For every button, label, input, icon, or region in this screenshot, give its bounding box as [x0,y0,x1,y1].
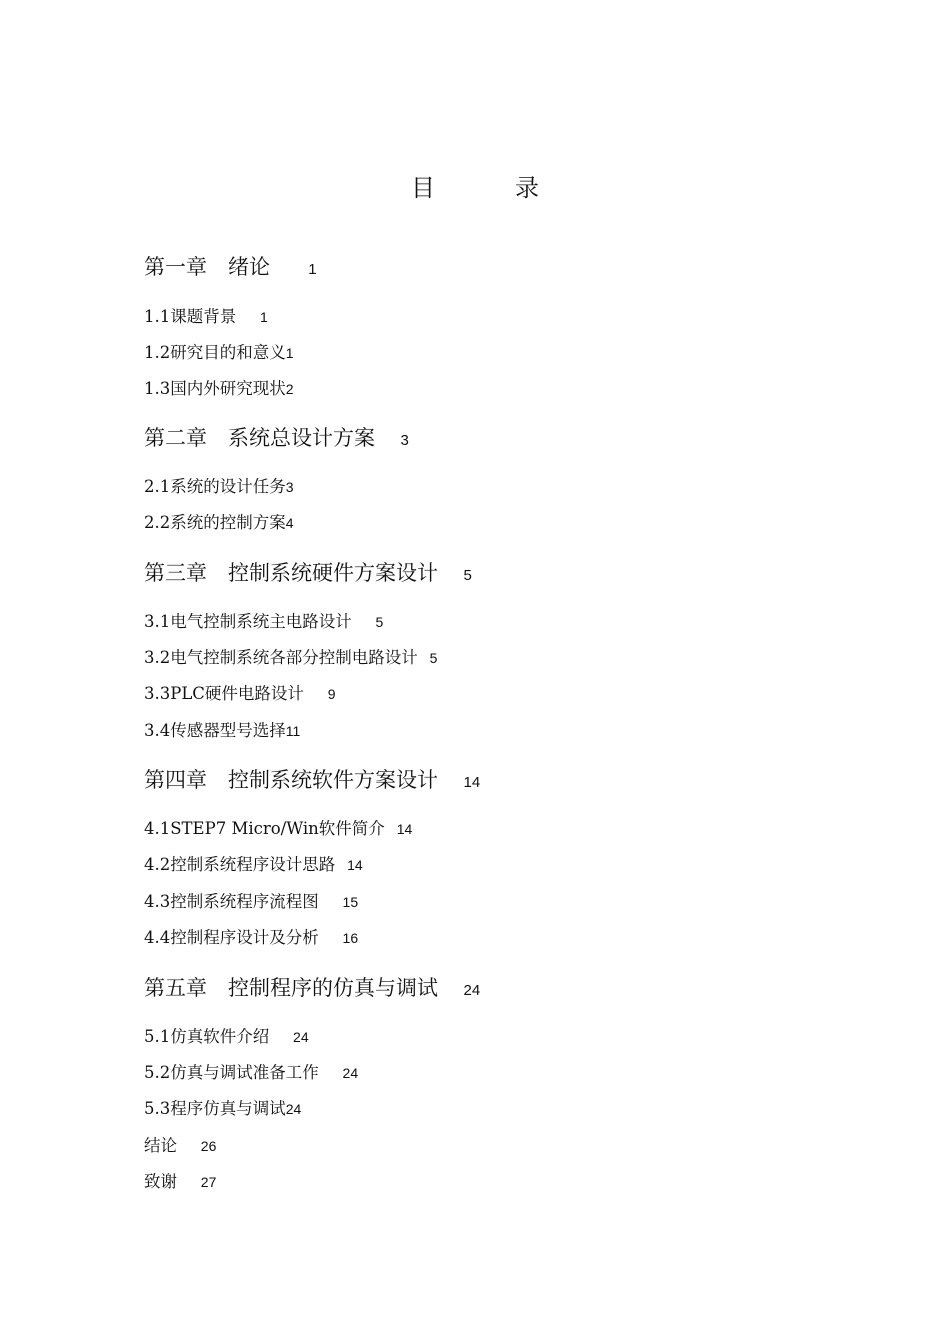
toc-entry-label: 第四章 控制系统软件方案设计 [144,768,438,792]
toc-entry-page-number: 14 [347,857,363,873]
toc-entry-label: 1.3国内外研究现状 [144,379,286,398]
toc-section-entry[interactable] [144,817,412,841]
toc-entry-label: 5.1仿真软件介绍 [144,1027,270,1046]
toc-entry-label: 4.3控制系统程序流程图 [144,892,319,911]
toc-entry-page-number: 5 [375,614,384,630]
toc-entry-page-number: 27 [200,1174,217,1190]
toc-entry-label: 5.2仿真与调试准备工作 [144,1063,319,1082]
toc-entry-page-number: 1 [285,345,294,361]
toc-entry-page-number: 4 [285,515,294,531]
toc-section-entry[interactable] [144,305,268,329]
toc-entry-label: 第二章 系统总设计方案 [144,426,375,450]
toc-entry-page-number: 15 [342,894,359,910]
toc-section-entry[interactable] [144,890,358,914]
toc-chapter-entry[interactable] [144,973,480,1006]
toc-entry-page-number: 14 [463,774,481,791]
toc-section-entry[interactable] [144,475,294,499]
toc-entry-label: 第五章 控制程序的仿真与调试 [144,976,438,1000]
toc-section-entry[interactable] [144,1061,358,1085]
toc-entry-label: 第三章 控制系统硬件方案设计 [144,561,438,585]
toc-entry-page-number: 3 [285,479,294,495]
toc-entry-label: 3.4传感器型号选择 [144,721,286,740]
toc-entry-label: 4.4控制程序设计及分析 [144,928,319,947]
toc-entry-label: 1.2研究目的和意义 [144,343,286,362]
toc-entry-label: 2.1系统的设计任务 [144,477,286,496]
toc-chapter-entry[interactable] [144,765,480,798]
toc-entry-page-number: 1 [260,309,268,325]
toc-entry-page-number: 5 [429,650,438,666]
toc-entry-page-number: 9 [327,686,336,702]
toc-entry-page-number: 24 [463,982,481,999]
toc-entry-page-number: 26 [200,1138,217,1154]
toc-entry-page-number: 2 [285,381,294,397]
toc-section-entry[interactable] [144,853,363,877]
toc-entry-label: 1.1课题背景 [144,307,237,326]
toc-section-entry[interactable] [144,341,294,365]
toc-entry-page-number: 24 [342,1065,359,1081]
toc-section-entry[interactable] [144,1025,309,1049]
toc-chapter-entry[interactable] [144,423,409,456]
toc-section-entry[interactable] [144,610,383,634]
toc-entry-label: 3.3PLC硬件电路设计 [144,684,304,703]
toc-chapter-entry[interactable] [144,558,472,591]
toc-section-entry[interactable] [144,719,300,743]
toc-entry-page-number: 3 [400,432,409,449]
toc-entry-page-number: 1 [308,261,317,278]
toc-entry-page-number: 11 [285,723,301,739]
toc-section-entry[interactable] [144,1097,301,1121]
toc-section-entry[interactable] [144,511,294,535]
toc-title: 目 录 [411,174,567,202]
toc-entry-label: 4.2控制系统程序设计思路 [144,855,336,874]
toc-section-entry[interactable] [144,926,358,950]
toc-entry-page-number: 16 [342,930,359,946]
toc-section-entry[interactable] [144,377,294,401]
toc-section-entry[interactable] [144,646,437,670]
toc-section-entry[interactable] [144,682,336,706]
toc-entry-label: 2.2系统的控制方案 [144,513,286,532]
toc-entry-page-number: 24 [285,1101,302,1117]
toc-entry-page-number: 24 [293,1029,309,1045]
toc-chapter-entry[interactable] [144,252,317,285]
toc-entry-page-number: 14 [396,821,413,837]
toc-section-entry[interactable] [144,1170,216,1194]
toc-entry-label: 结论 [144,1136,177,1155]
toc-entry-label: 3.2电气控制系统各部分控制电路设计 [144,648,418,667]
toc-entry-label: 5.3程序仿真与调试 [144,1099,286,1118]
toc-entry-label: 致谢 [144,1172,177,1191]
toc-entry-label: 第一章 绪论 [144,255,270,279]
toc-section-entry[interactable] [144,1134,216,1158]
toc-entry-label: 3.1电气控制系统主电路设计 [144,612,352,631]
toc-entry-page-number: 5 [463,567,472,584]
toc-entry-label: 4.1STEP7 Micro/Win软件简介 [144,819,385,838]
